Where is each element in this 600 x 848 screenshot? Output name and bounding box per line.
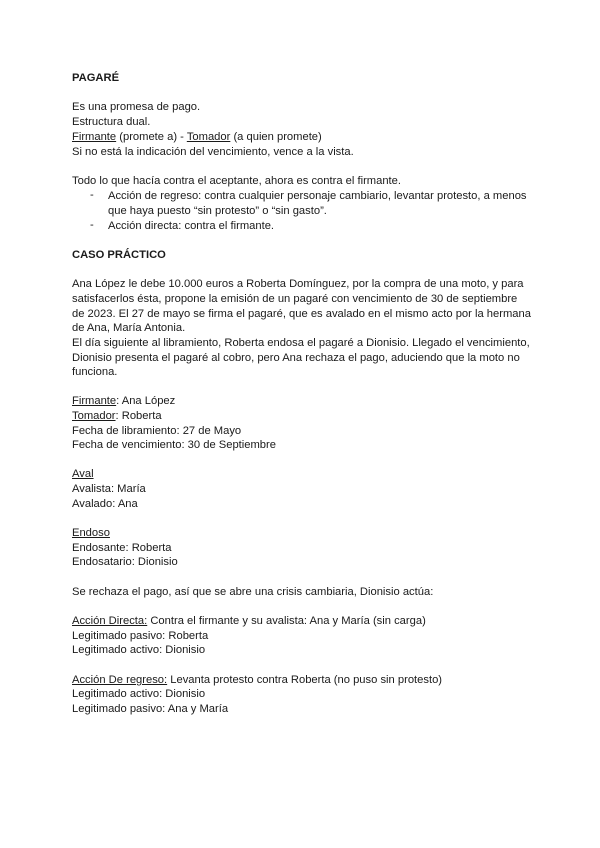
accion-directa-pasivo: Legitimado pasivo: Roberta (72, 630, 209, 642)
accion-directa-row (72, 614, 426, 629)
intro-line-1: Es una promesa de pago. (72, 101, 201, 113)
bullet-dash-1: - (90, 189, 94, 201)
accion-directa-label: Acción Directa: (72, 615, 148, 627)
parties-line (72, 130, 322, 145)
firmante-row (72, 394, 175, 409)
accion-regreso-text: Levanta protesto contra Roberta (no puso sin protesto) (167, 674, 443, 686)
bullet-dash-2: - (90, 219, 94, 231)
accion-directa-activo: Legitimado activo: Dionisio (72, 644, 206, 656)
endoso-title: Endoso (72, 527, 110, 539)
case-line-6: Dionisio presenta el pagaré al cobro, pero Ana rechaza el pago, aduciendo que la moto no (72, 352, 520, 364)
case-line-7: funciona. (72, 366, 118, 378)
bullet-directa: Acción directa: contra el firmante. (108, 220, 275, 232)
accion-regreso-label: Acción De regreso: (72, 674, 168, 686)
intro-line-2: Estructura dual. (72, 116, 151, 128)
case-line-3: de 2023. El 27 de mayo se firma el pagaré, que es avalado en el mismo acto por la hermana (72, 308, 531, 320)
tomador-label: Tomador (72, 410, 116, 422)
aval-title: Aval (72, 468, 94, 480)
case-line-1: Ana López le debe 10.000 euros a Roberta Domínguez, por la compra de una moto, y para (72, 278, 524, 290)
intro-line-3: Si no está la indicación del vencimiento, vence a la vista. (72, 146, 354, 158)
case-title: CASO PRÁCTICO (72, 249, 166, 261)
accion-regreso-activo: Legitimado activo: Dionisio (72, 688, 206, 700)
bullet-regreso-line-2: que haya puesto “sin protesto” o “sin gasto”. (108, 205, 327, 217)
endosante-row: Endosante: Roberta (72, 542, 172, 554)
case-line-5: El día siguiente al libramiento, Roberta endosa el pagaré a Dionisio. Llegado el vencimiento, (72, 337, 530, 349)
firmante-value: : Ana López (116, 395, 176, 407)
accion-regreso-pasivo: Legitimado pasivo: Ana y María (72, 703, 229, 715)
tomador-term: Tomador (186, 131, 231, 143)
case-line-2: satisfacerlos ésta, propone la emisión de un pagaré con vencimiento de 30 de septiembre (72, 293, 518, 305)
firmante-desc: (promete a) - (116, 131, 187, 143)
tomador-desc: (a quien promete) (230, 131, 322, 143)
vencimiento-row: Fecha de vencimiento: 30 de Septiembre (72, 439, 276, 451)
avalado-row: Avalado: Ana (72, 498, 138, 510)
tomador-row (72, 409, 162, 424)
case-line-4: de Ana, María Antonia. (72, 322, 186, 334)
avalista-row: Avalista: María (72, 483, 146, 495)
firmante-label: Firmante (72, 395, 117, 407)
libramiento-row: Fecha de libramiento: 27 de Mayo (72, 425, 242, 437)
tomador-value: : Roberta (115, 410, 162, 422)
page-title: PAGARÉ (72, 72, 120, 84)
accion-regreso-row (72, 673, 442, 688)
bullet-regreso-line-1: Acción de regreso: contra cualquier personaje cambiario, levantar protesto, a menos (108, 190, 527, 202)
contra-firmante-text: Todo lo que hacía contra el aceptante, ahora es contra el firmante. (72, 175, 401, 187)
rechazo-text: Se rechaza el pago, así que se abre una crisis cambiaria, Dionisio actúa: (72, 586, 434, 598)
firmante-term: Firmante (72, 131, 117, 143)
endosatario-row: Endosatario: Dionisio (72, 556, 178, 568)
accion-directa-text: Contra el firmante y su avalista: Ana y María (sin carga) (147, 615, 426, 627)
